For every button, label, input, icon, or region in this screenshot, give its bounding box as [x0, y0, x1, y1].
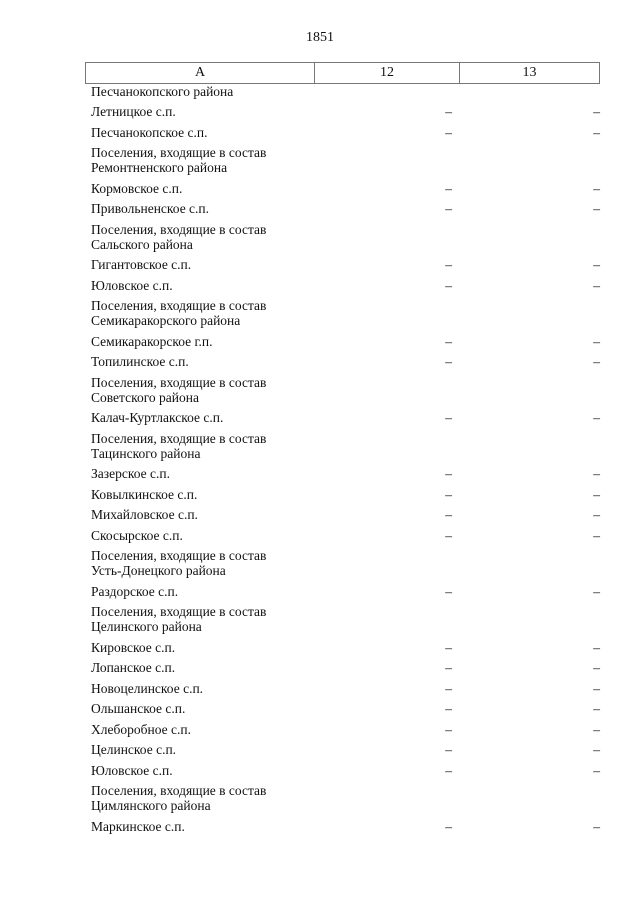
- cell-v12: [391, 548, 452, 578]
- row-name-line: Ольшанское с.п.: [91, 701, 186, 716]
- cell-v13: –: [593, 333, 600, 349]
- row-name-line: Привольненское с.п.: [91, 201, 210, 216]
- cell-v13: [452, 298, 600, 328]
- row-name: [91, 375, 391, 405]
- table-row: [91, 813, 600, 834]
- cell-v12: [391, 298, 452, 328]
- cell-v13: –: [593, 762, 600, 778]
- row-name-line: Сальского района: [91, 236, 193, 252]
- cell-v13: –: [593, 639, 600, 655]
- table-row: [91, 522, 600, 543]
- cell-v12: –: [445, 333, 452, 349]
- row-name: [91, 104, 391, 119]
- row-name: [91, 487, 391, 502]
- row-name-line: Михайловское с.п.: [91, 507, 198, 522]
- row-name: [91, 584, 391, 599]
- row-name-line: Кормовское с.п.: [91, 180, 183, 196]
- row-name: [91, 84, 391, 99]
- row-name-line: Поселения, входящие в состав: [91, 548, 267, 563]
- cell-v12: –: [445, 762, 452, 778]
- row-name-line: Семикаракорское г.п.: [91, 333, 213, 349]
- cell-v12: [391, 222, 452, 252]
- cell-v13: [452, 548, 600, 578]
- cell-v13: –: [593, 180, 600, 196]
- row-name: [91, 278, 391, 293]
- table-row: [91, 737, 600, 758]
- cell-v12: –: [445, 701, 452, 716]
- row-name: [91, 763, 391, 778]
- row-name: [91, 201, 391, 216]
- row-name-line: Зазерское с.п.: [91, 466, 170, 481]
- cell-v13: [452, 783, 600, 813]
- row-name-line: Летницкое с.п.: [91, 104, 176, 119]
- table-row: [91, 716, 600, 737]
- row-name-line: Лопанское с.п.: [91, 660, 176, 675]
- table-row: [91, 578, 600, 599]
- row-name: [91, 125, 391, 140]
- cell-v12: [391, 375, 452, 405]
- table-row: [91, 369, 600, 405]
- row-name-line: Советского района: [91, 389, 199, 405]
- row-name-line: Тацинского района: [91, 445, 201, 461]
- cell-v12: [391, 783, 452, 813]
- row-name-line: Цимлянского района: [91, 798, 211, 813]
- cell-v12: –: [445, 354, 452, 369]
- cell-v13: [452, 84, 600, 99]
- row-name: [91, 410, 391, 425]
- row-name-line: Маркинское с.п.: [91, 818, 185, 834]
- table-row: [91, 543, 600, 579]
- row-name: [91, 783, 391, 813]
- column-header-13: 13: [522, 65, 537, 80]
- row-name: [91, 298, 391, 328]
- row-name-line: Калач-Куртлакское с.п.: [91, 410, 224, 425]
- table-row: [91, 99, 600, 120]
- row-name: [91, 466, 391, 481]
- page-number: 1851: [306, 30, 334, 45]
- table-row: [91, 216, 600, 252]
- table-row: [91, 502, 600, 523]
- cell-v12: –: [445, 742, 452, 757]
- cell-v13: [452, 375, 600, 405]
- row-name-line: Гигантовское с.п.: [91, 257, 192, 272]
- row-name-line: Целинского района: [91, 619, 202, 634]
- table-row: [91, 634, 600, 655]
- row-name-line: Ковылкинское с.п.: [91, 486, 198, 502]
- column-header-12: 12: [315, 63, 460, 83]
- cell-v12: –: [445, 639, 452, 655]
- cell-v12: –: [445, 660, 452, 675]
- cell-v12: –: [445, 104, 452, 119]
- table-row: [91, 655, 600, 676]
- row-name-line: Поселения, входящие в состав: [91, 145, 267, 160]
- cell-v13: [452, 145, 600, 175]
- cell-v12: –: [445, 201, 452, 216]
- cell-v13: –: [593, 660, 600, 675]
- table-row: [91, 696, 600, 717]
- table-row: [91, 78, 600, 99]
- row-name: [91, 742, 391, 757]
- table-row: [91, 481, 600, 502]
- cell-v13: –: [593, 104, 600, 119]
- row-name: [91, 431, 391, 461]
- cell-v12: –: [445, 583, 452, 599]
- row-name-line: Поселения, входящие в состав: [91, 374, 267, 390]
- cell-v13: –: [593, 721, 600, 737]
- table-row: [91, 119, 600, 140]
- cell-v12: [391, 604, 452, 634]
- cell-v12: [391, 145, 452, 175]
- cell-v13: –: [593, 466, 600, 481]
- row-name-line: Целинское с.п.: [91, 742, 177, 757]
- table-row: [91, 778, 600, 814]
- table-row: [91, 252, 600, 273]
- row-name-line: Новоцелинское с.п.: [91, 680, 204, 696]
- row-name: [91, 354, 391, 369]
- table-row: [91, 293, 600, 329]
- cell-v12: –: [445, 507, 452, 522]
- table-row: [91, 675, 600, 696]
- table-row: [91, 757, 600, 778]
- cell-v12: –: [445, 680, 452, 696]
- cell-v13: [452, 222, 600, 252]
- cell-v12: –: [445, 527, 452, 543]
- row-name-line: Ремонтненского района: [91, 160, 228, 175]
- cell-v13: –: [593, 486, 600, 502]
- table-row: [91, 140, 600, 176]
- cell-v12: –: [445, 486, 452, 502]
- row-name: [91, 660, 391, 675]
- cell-v12: –: [445, 277, 452, 293]
- table-row: [91, 349, 600, 370]
- column-header-a: А: [86, 63, 315, 83]
- cell-v13: –: [593, 410, 600, 425]
- cell-v13: –: [593, 818, 600, 834]
- cell-v12: [391, 84, 452, 99]
- cell-v13: –: [593, 124, 600, 140]
- table-row: [91, 461, 600, 482]
- row-name-line: Песчанокопского района: [91, 83, 234, 99]
- row-name: [91, 640, 391, 655]
- cell-v12: [391, 431, 452, 461]
- cell-v13: –: [593, 277, 600, 293]
- cell-v12: –: [445, 466, 452, 481]
- row-name: [91, 257, 391, 272]
- cell-v13: –: [593, 201, 600, 216]
- cell-v12: –: [445, 721, 452, 737]
- row-name: [91, 181, 391, 196]
- row-name-line: Песчанокопское с.п.: [91, 124, 208, 140]
- row-name-line: Скосырское с.п.: [91, 527, 183, 543]
- cell-v13: –: [593, 701, 600, 716]
- row-name: [91, 334, 391, 349]
- row-name-line: Поселения, входящие в состав: [91, 783, 267, 798]
- row-name-line: Юловское с.п.: [91, 762, 173, 778]
- row-name-line: Семикаракорского района: [91, 313, 241, 328]
- row-name: [91, 528, 391, 543]
- row-name-line: Юловское с.п.: [91, 277, 173, 293]
- cell-v13: –: [593, 583, 600, 599]
- row-name: [91, 145, 391, 175]
- cell-v12: –: [445, 818, 452, 834]
- cell-v13: –: [593, 680, 600, 696]
- table-row: [91, 405, 600, 426]
- cell-v13: [452, 604, 600, 634]
- cell-v13: –: [593, 527, 600, 543]
- row-name-line: Кировское с.п.: [91, 639, 176, 655]
- cell-v13: [452, 431, 600, 461]
- cell-v13: –: [593, 507, 600, 522]
- row-name-line: Хлеборобное с.п.: [91, 721, 191, 737]
- table-row: [91, 425, 600, 461]
- row-name-line: Топилинское с.п.: [91, 354, 189, 369]
- table-row: [91, 328, 600, 349]
- row-name: [91, 722, 391, 737]
- cell-v12: –: [445, 410, 452, 425]
- row-name: [91, 819, 391, 834]
- row-name-line: Поселения, входящие в состав: [91, 430, 267, 446]
- table-body: [91, 78, 600, 834]
- row-name-line: Усть-Донецкого района: [91, 563, 226, 578]
- row-name: [91, 507, 391, 522]
- row-name: [91, 701, 391, 716]
- table-row: [91, 599, 600, 635]
- cell-v12: –: [445, 257, 452, 272]
- cell-v12: –: [445, 180, 452, 196]
- table-row: [91, 175, 600, 196]
- cell-v12: –: [445, 124, 452, 140]
- row-name-line: Поселения, входящие в состав: [91, 298, 267, 313]
- row-name: [91, 548, 391, 578]
- row-name-line: Поселения, входящие в состав: [91, 604, 267, 619]
- row-name-line: Поселения, входящие в состав: [91, 221, 267, 237]
- cell-v13: –: [593, 354, 600, 369]
- table-row: [91, 196, 600, 217]
- row-name: [91, 222, 391, 252]
- row-name: [91, 681, 391, 696]
- row-name-line: Раздорское с.п.: [91, 583, 179, 599]
- row-name: [91, 604, 391, 634]
- cell-v13: –: [593, 742, 600, 757]
- cell-v13: –: [593, 257, 600, 272]
- table-row: [91, 272, 600, 293]
